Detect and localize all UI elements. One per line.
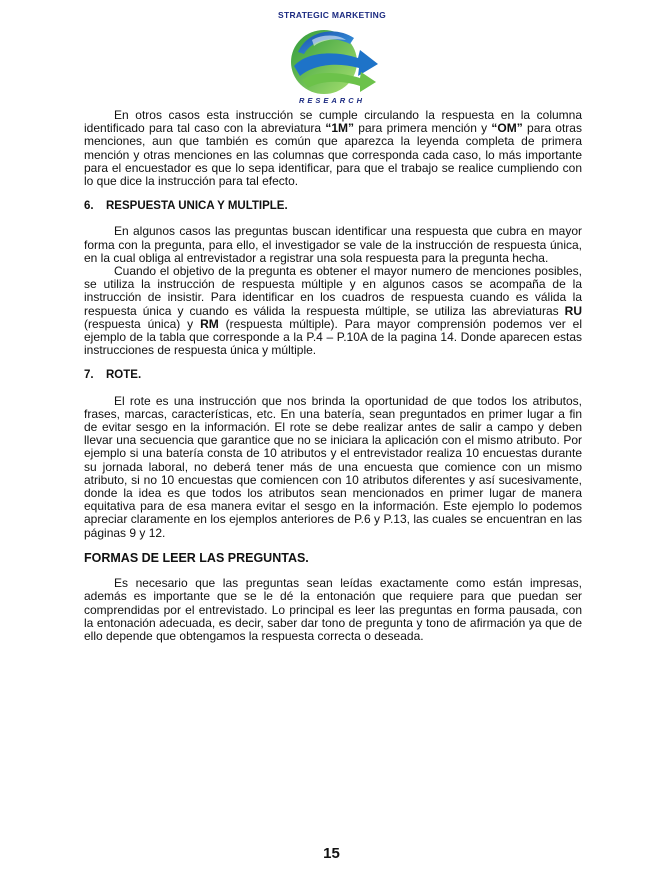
section-heading-6 xyxy=(84,200,582,213)
paragraph-rote: El rote es una instrucción que nos brinda la oportunidad de que todos los atributos, frases, marcas, características, etc. En una batería, sean preguntados en primer lugar a fin de evitar sesgo en la información. El rote se debe realizar antes de salir a campo y deben llevar una secuencia que garantice que no se iniciara la aplicación con el mismo atributo. Por ejemplo si una batería consta de 10 atributos y el entrevistador realiza 10 encuestas durante su jornada laboral, no deberá tener más de una encuesta que comience con un mismo atributo, si no 10 encuestas que comiencen con 10 atributos diferentes y así sucesivamente, donde la idea es que todos los atributos sean mencionados en primer lugar de manera equitativa para de esa manera evitar el sesgo en la información. Este ejemplo lo podemos apreciar claramente en los ejemplos anteriores de P.6 y P.13, las cuales se encuentran en las páginas 9 y 12. xyxy=(84,393,582,540)
section-heading-7 xyxy=(84,369,582,382)
company-logo xyxy=(262,10,402,106)
text-run: (respuesta múltiple). Para mayor comprensión podemos ver el ejemplo de la tabla que corresponde a la P.4 – P.10A de la pagina 14. Donde aparecen estas instrucciones de respuesta única y múltiple. xyxy=(84,316,582,358)
text-run: (respuesta única) y xyxy=(84,316,201,331)
page-number: 15 xyxy=(323,845,340,862)
paragraph-multiple-response xyxy=(84,265,582,357)
section-heading-formas: FORMAS DE LEER LAS PREGUNTAS. xyxy=(84,550,309,565)
document-body xyxy=(84,109,582,643)
abbreviation-rm: RM xyxy=(200,316,219,331)
abbreviation-ru: RU xyxy=(564,303,582,318)
paragraph-mention-abbreviations xyxy=(84,109,582,188)
section-title: ROTE. xyxy=(106,369,142,382)
paragraph-single-response: En algunos casos las preguntas buscan identificar una respuesta que cubra en mayor forma con la pregunta, para ello, el investigador se vale de la instrucción de respuesta única, en la cual obliga al entrevistador a registrar una sola respuesta para la pregunta hecha. xyxy=(84,224,582,265)
text-run: En otros casos esta instrucción se cumple circulando la respuesta en la columna identificado para tal caso con la abreviatura xyxy=(84,108,582,136)
abbreviation-om: “OM” xyxy=(491,121,523,136)
logo-subtitle: RESEARCH xyxy=(298,96,366,105)
section-title: RESPUESTA UNICA Y MULTIPLE. xyxy=(106,200,288,213)
abbreviation-1m: “1M” xyxy=(325,121,355,136)
swoosh-arrows-icon xyxy=(284,22,380,98)
section-number: 7. xyxy=(84,369,94,382)
logo-title: STRATEGIC MARKETING xyxy=(277,10,386,20)
text-run: para otras menciones, aun que también es común que aparezca la leyenda completa de primera mención y otras menciones en las columnas que corresponda cada caso, lo más importante para el encuestador es que lo sepa identificar, para que el trabajo se realice cumpliendo con lo que dice la instrucción para tal efecto. xyxy=(84,121,582,189)
text-run: Cuando el objetivo de la pregunta es obtener el mayor numero de menciones posibles, se utiliza la instrucción de respuesta múltiple y en algunos casos se acompaña de la instrucción de insistir. Para identificar en los cuadros de respuesta cuando es válida la respuesta única y cuando es válida la respuesta múltiple, se utiliza las abreviaturas xyxy=(84,264,582,318)
text-run: para primera mención y xyxy=(354,121,492,136)
section-number: 6. xyxy=(84,200,94,213)
paragraph-reading-questions: Es necesario que las preguntas sean leídas exactamente como están impresas, además es importante que se le dé la entonación que requiere para que puedan ser comprendidas por el entrevistado. Lo principal es leer las preguntas en forma pausada, con la entonación adecuada, es decir, saber dar tono de pregunta y tono de afirmación ya que de ello depende que obtengamos la respuesta correcta o deseada. xyxy=(84,576,582,643)
